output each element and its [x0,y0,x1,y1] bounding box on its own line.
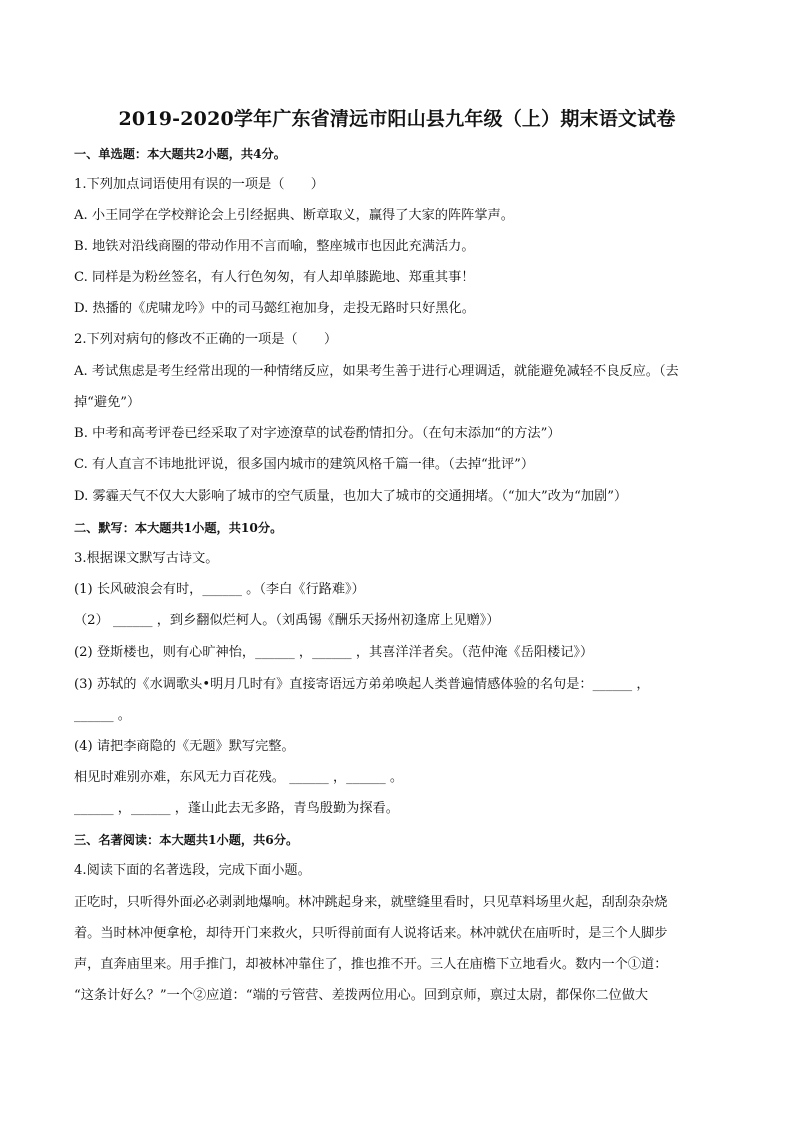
q2-option-b: B. 中考和高考评卷已经采取了对字迹潦草的试卷酌情扣分。（在句末添加“的方法”） [74,426,561,441]
q3-item-1: (1) 长风破浪会有时，______ 。（李白《行路难》） [74,582,365,597]
q3-item-2: （2） ______ ，到乡翻似烂柯人。（刘禹锡《酬乐天扬州初逢席上见赠》） [74,613,500,628]
question-2-stem: 2.下列对病句的修改不正确的一项是（ ） [74,332,338,347]
section-heading-single-choice: 一、单选题：本大题共2小题，共4分。 [74,147,286,161]
q3-item-4: (4) 请把李商隐的《无题》默写完整。 [74,739,295,754]
passage-line-4: “这条计好么？”一个②应道：“端的亏管营、差拨两位用心。回到京师，禀过太尉，都保你二位做大 [74,988,649,1003]
passage-line-3: 声，直奔庙里来。用手推门，却被林冲靠住了，推也推不开。三人在庙檐下立地看火。数内一个①道： [74,957,668,972]
q2-option-a: A. 考试焦虑是考生经常出现的一种情绪反应，如果考生善于进行心理调适，就能避免减轻不良反应。（去 [74,364,679,379]
q1-option-b: B. 地铁对沿线商圈的带动作用不言而喻，整座城市也因此充满活力。 [74,239,475,254]
exam-title: 2019-2020学年广东省清远市阳山县九年级（上）期末语文试卷 [118,108,676,130]
q2-option-a-cont: 掉“避免”） [74,395,141,410]
q1-option-a: A. 小王同学在学校辩论会上引经据典、断章取义，赢得了大家的阵阵掌声。 [74,208,514,223]
q2-option-c: C. 有人直言不讳地批评说，很多国内城市的建筑风格千篇一律。（去掉“批评”） [74,457,535,472]
q1-option-c: C. 同样是为粉丝签名，有人行色匆匆，有人却单膝跪地、郑重其事！ [74,270,475,285]
question-3-stem: 3.根据课文默写古诗文。 [74,551,219,566]
q2-option-d: D. 雾霾天气不仅大大影响了城市的空气质量，也加大了城市的交通拥堵。（“加大”改为“加剧”） [74,489,628,504]
question-1-stem: 1.下列加点词语使用有误的一项是（ ） [74,177,324,192]
q3-item-3: (3) 苏轼的《水调歌头•明月几时有》直接寄语远方弟弟唤起人类普遍情感体验的名句是：______ ， [74,677,650,692]
q3-item-3-cont: ______ 。 [74,708,131,723]
section-heading-classics: 三、名著阅读：本大题共1小题，共6分。 [74,833,299,847]
q1-option-d: D. 热播的《虎啸龙吟》中的司马懿红袍加身，走投无路时只好黑化。 [74,301,475,316]
passage-line-2: 着。当时林冲便拿枪，却待开门来救火，只听得前面有人说将话来。林冲就伏在庙听时，是三个人脚步 [74,926,668,941]
q3-item-2b: (2) 登斯楼也，则有心旷神怡，______ ，______ ，其喜洋洋者矣。（范仲淹《岳阳楼记》） [74,645,594,660]
q3-poem-line-1: 相见时难别亦难，东风无力百花残。 ______ ，______ 。 [74,770,404,785]
q3-poem-line-2: ______ ，______ ，蓬山此去无多路，青鸟殷勤为探看。 [74,801,399,816]
question-4-stem: 4.阅读下面的名著选段，完成下面小题。 [74,863,311,878]
passage-line-1: 正吃时，只听得外面必必剥剥地爆响。林冲跳起身来，就壁缝里看时，只见草料场里火起，刮刮杂杂烧 [74,895,668,910]
section-heading-dictation: 二、默写：本大题共1小题，共10分。 [74,521,283,535]
